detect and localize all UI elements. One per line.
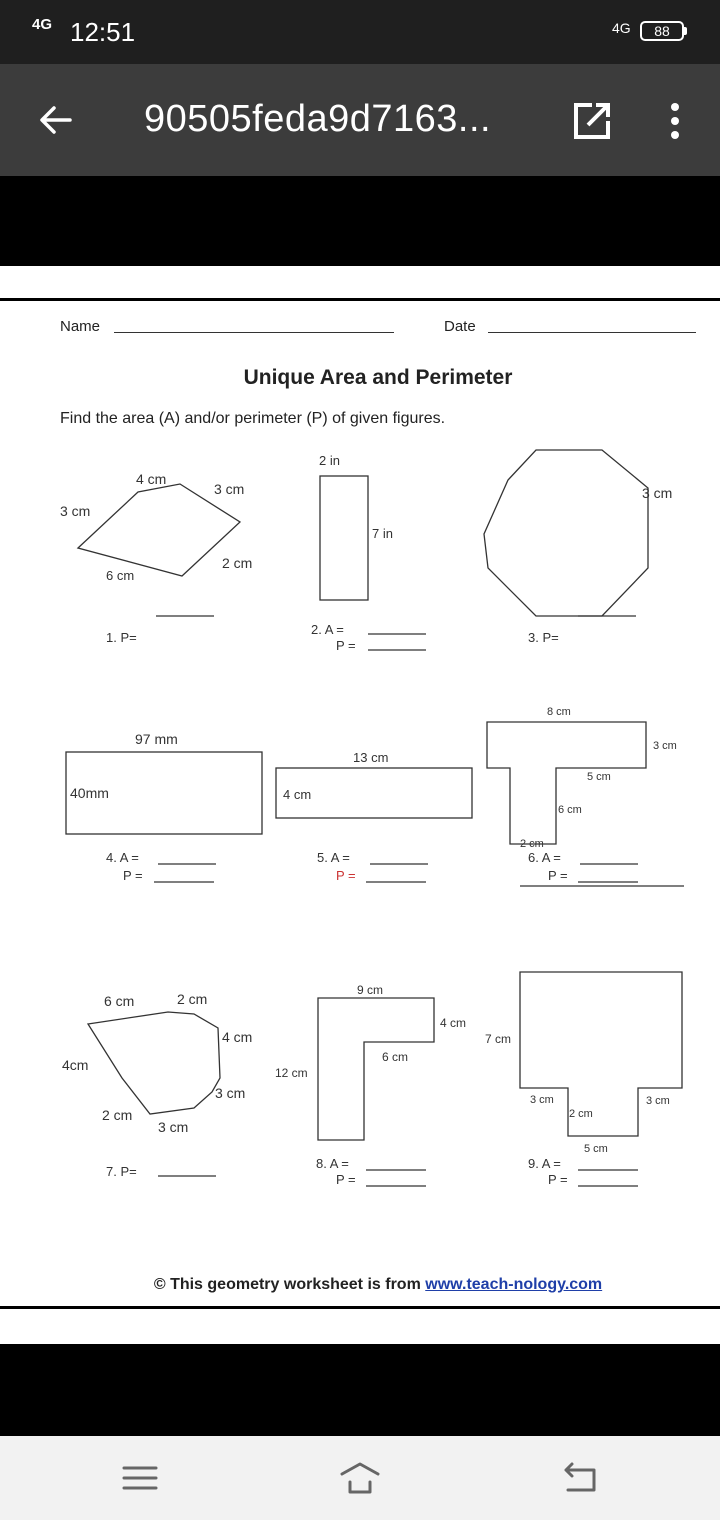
dim-label: 4cm [62,1057,89,1073]
dim-label: 97 mm [135,731,178,747]
dim-label: 2 cm [569,1108,593,1120]
worksheet-title: Unique Area and Perimeter [243,366,513,389]
battery-icon [640,21,684,41]
footer-prefix: © This geometry worksheet is from [153,1276,426,1293]
dim-label: 6 cm [104,993,135,1009]
dim-label: 6 cm [106,568,135,583]
dim-label: 6 cm [382,1050,409,1064]
dim-label: 3 cm [530,1094,554,1106]
dim-label: 40mm [70,785,109,801]
figure-7-polygon [88,1012,220,1114]
problem-6-perimeter-label: P = [548,868,568,883]
figure-9-shape [520,972,682,1136]
problem-2-area-label: 2. A = [311,622,344,637]
home-icon[interactable] [336,1456,384,1500]
dim-label: 4 cm [136,471,167,487]
instructions: Find the area (A) and/or perimeter (P) of given figures. [60,410,446,427]
dim-label: 4 cm [283,787,312,802]
network-indicator: 4G [32,16,53,33]
dim-label: 4 cm [440,1016,467,1030]
dim-label: 13 cm [353,750,389,765]
problem-9-perimeter-label: P = [548,1172,568,1187]
dim-label: 2 cm [102,1107,133,1123]
figure-6-t-shape [487,722,646,844]
name-label: Name [60,318,101,335]
problem-8-area-label: 8. A = [316,1156,349,1171]
network-indicator-right: 4G [612,20,631,36]
dim-label: 3 cm [646,1095,670,1107]
back-nav-icon[interactable] [556,1456,604,1500]
problem-8-perimeter-label: P = [336,1172,356,1187]
dim-label: 6 cm [558,804,582,816]
dim-label: 5 cm [587,771,611,783]
dim-label: 3 cm [653,740,677,752]
dim-label: 3 cm [214,481,245,497]
figure-2-rectangle [320,476,368,600]
open-external-icon[interactable] [570,99,614,143]
dim-label: 2 cm [177,991,208,1007]
footer-credit [0,1276,720,1294]
problem-1-label: 1. P= [106,630,137,645]
dim-label: 12 cm [275,1066,308,1080]
dim-label: 5 cm [584,1143,608,1155]
problem-7-label: 7. P= [106,1164,137,1179]
back-arrow-icon[interactable] [34,98,78,142]
problem-5-perimeter-label: P = [336,868,356,883]
file-title: 90505feda9d7163... [144,98,492,140]
battery-tip [684,27,687,35]
dim-label: 9 cm [357,983,384,997]
worksheet-page [0,266,720,1344]
bottom-rule [0,1306,720,1309]
dim-label: 4 cm [222,1029,253,1045]
dim-label: 2 cm [222,555,253,571]
system-nav-bar [0,1436,720,1520]
figures-canvas [0,266,720,1344]
footer-link[interactable]: www.teach-nology.com [425,1276,603,1293]
clock: 12:51 [70,17,136,47]
dim-label: 7 cm [485,1032,512,1046]
battery-level: 88 [654,23,670,39]
figure-8-l-shape [318,998,434,1140]
dim-label: 2 in [319,453,340,468]
menu-icon[interactable] [116,1456,164,1500]
dim-label: 8 cm [547,706,571,718]
more-options-icon[interactable] [660,99,690,143]
problem-4-area-label: 4. A = [106,850,139,865]
problem-3-label: 3. P= [528,630,559,645]
dim-label: 2 cm [520,838,544,850]
figure-1-pentagon [78,484,240,576]
date-label: Date [444,318,476,335]
dim-label: 3 cm [60,503,91,519]
problem-4-perimeter-label: P = [123,868,143,883]
status-bar [0,0,720,64]
dim-label: 3 cm [215,1085,246,1101]
figure-3-octagon [484,450,648,616]
problem-6-area-label: 6. A = [528,850,561,865]
dim-label: 3 cm [642,485,673,501]
dim-label: 7 in [372,526,393,541]
problem-9-area-label: 9. A = [528,1156,561,1171]
problem-5-area-label: 5. A = [317,850,350,865]
viewer-background [0,176,720,266]
problem-2-perimeter-label: P = [336,638,356,653]
app-bar [0,64,720,176]
dim-label: 3 cm [158,1119,189,1135]
